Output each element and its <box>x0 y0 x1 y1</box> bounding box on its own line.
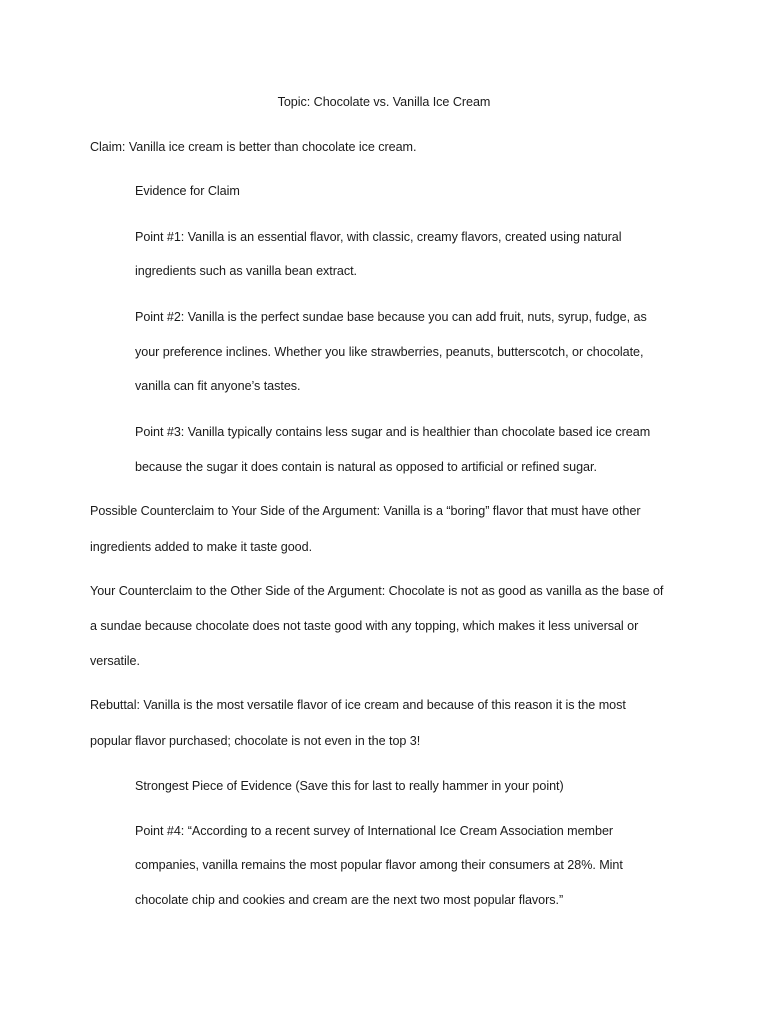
point-1-line: ingredients such as vanilla bean extract. <box>135 264 357 278</box>
point-4-line: chocolate chip and cookies and cream are the next two most popular flavors.” <box>135 893 564 907</box>
point-4-line: companies, vanilla remains the most popular flavor among their consumers at 28%. Mint <box>135 858 623 872</box>
point-3-line: Point #3: Vanilla typically contains less sugar and is healthier than chocolate based ice cream <box>135 425 651 439</box>
point-2-line: Point #2: Vanilla is the perfect sundae base because you can add fruit, nuts, syrup, fudge, as <box>135 310 647 324</box>
point-1-line: Point #1: Vanilla is an essential flavor, with classic, creamy flavors, created using natural <box>135 230 622 244</box>
possible-counterclaim-line: Possible Counterclaim to Your Side of the Argument: Vanilla is a “boring” flavor that must have other <box>90 504 641 518</box>
point-2-line: vanilla can fit anyone’s tastes. <box>135 379 301 393</box>
document-title: Topic: Chocolate vs. Vanilla Ice Cream <box>277 95 491 109</box>
point-2-line: your preference inclines. Whether you like strawberries, peanuts, butterscotch, or chocolate, <box>135 345 644 359</box>
your-counterclaim-line: a sundae because chocolate does not taste good with any topping, which makes it less universal or <box>90 619 639 633</box>
your-counterclaim-line: versatile. <box>90 654 140 668</box>
rebuttal-line: popular flavor purchased; chocolate is not even in the top 3! <box>90 734 421 748</box>
claim-text: Claim: Vanilla ice cream is better than chocolate ice cream. <box>90 140 417 154</box>
possible-counterclaim-line: ingredients added to make it taste good. <box>90 540 313 554</box>
rebuttal-line: Rebuttal: Vanilla is the most versatile flavor of ice cream and because of this reason it is the most <box>90 698 626 712</box>
point-4-line: Point #4: “According to a recent survey of International Ice Cream Association member <box>135 824 614 838</box>
your-counterclaim-line: Your Counterclaim to the Other Side of the Argument: Chocolate is not as good as vanilla as the base of <box>90 584 664 598</box>
evidence-heading: Evidence for Claim <box>135 184 240 198</box>
point-3-line: because the sugar it does contain is natural as opposed to artificial or refined sugar. <box>135 460 597 474</box>
strongest-evidence-heading: Strongest Piece of Evidence (Save this for last to really hammer in your point) <box>135 779 564 793</box>
